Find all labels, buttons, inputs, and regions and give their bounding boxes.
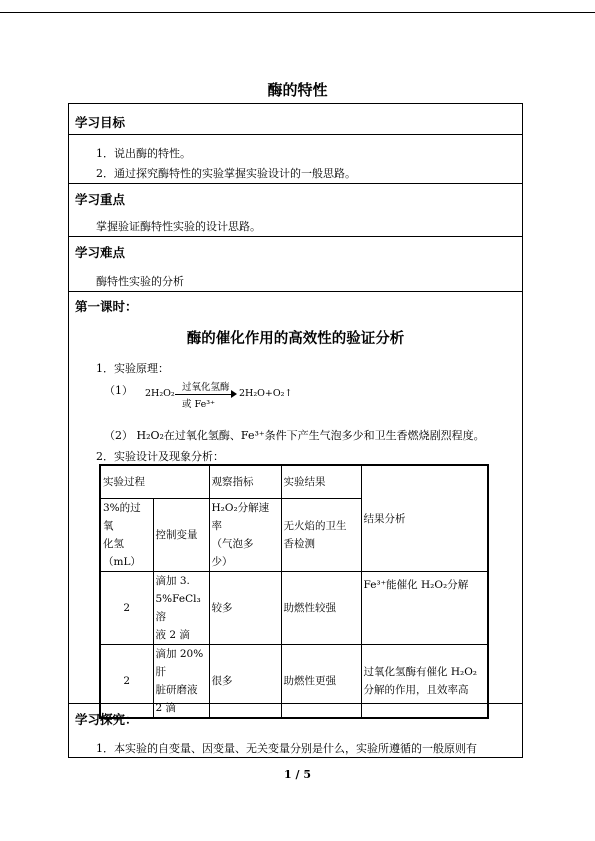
lesson-label: 第一课时： [75, 299, 138, 314]
inquiry-label: 学习探究： [75, 712, 138, 727]
cell-incense: 助燃性更强 [281, 645, 361, 719]
cell-analysis: Fe³⁺能催化 H₂O₂分解 [361, 572, 488, 645]
reaction-arrow [175, 394, 235, 395]
header-analysis: 结果分析 [361, 465, 488, 572]
header-result: 实验结果 [281, 465, 361, 499]
difficulty-text: 酶特性实验的分析 [96, 275, 184, 288]
divider [68, 183, 523, 184]
subheader-variable: 控制变量 [153, 499, 209, 572]
focus-text: 掌握验证酶特性实验的设计思路。 [96, 220, 261, 233]
page-title: 酶的特性 [267, 81, 328, 99]
goal-item: 2．通过探究酶特性的实验掌握实验设计的一般思路。 [96, 167, 356, 180]
lesson-subtitle: 酶的催化作用的高效性的验证分析 [186, 331, 405, 347]
cell-incense: 助燃性较强 [281, 572, 361, 645]
equation-right: 2H₂O+O₂↑ [239, 388, 293, 399]
header-indicator: 观察指标 [209, 465, 281, 499]
subheader-incense: 无火焰的卫生 香检测 [281, 499, 361, 572]
difficulty-label: 学习难点 [75, 245, 126, 260]
cell-variable: 滴加 20%肝 脏研磨液 2 滴 [153, 645, 209, 719]
arrow-head-icon [231, 390, 237, 398]
equation-catalyst: 过氧化氢酶 [182, 382, 230, 393]
inquiry-question: 1．本实验的自变量、因变量、无关变量分别是什么，实验所遵循的一般原则有 [96, 742, 477, 755]
table-row [100, 572, 488, 645]
cell-rate: 很多 [209, 645, 281, 719]
subheader-rate: H₂O₂分解速率 （气泡多 少） [209, 499, 281, 572]
goals-label: 学习目标 [75, 115, 126, 130]
header-process: 实验过程 [100, 465, 209, 499]
table-row [100, 645, 488, 719]
goal-item: 1．说出酶的特性。 [96, 147, 191, 160]
page-number: 1 / 5 [284, 768, 311, 781]
cell-variable: 滴加 3. 5%FeCl₃溶 液 2 滴 [153, 572, 209, 645]
equation-left: 2H₂O₂ [145, 388, 175, 399]
divider [68, 291, 523, 292]
cell-analysis: 过氧化氢酶有催化 H₂O₂ 分解的作用，且效率高 [361, 645, 488, 719]
header-rule [0, 12, 595, 13]
focus-label: 学习重点 [75, 192, 126, 207]
design-heading: 2．实验设计及现象分析： [96, 450, 224, 463]
principle-heading: 1．实验原理： [96, 362, 169, 375]
cell-volume: 2 [100, 572, 153, 645]
divider [68, 134, 523, 135]
subheader-h2o2: 3%的过氧 化氢 （mL） [100, 499, 153, 572]
equation-alt-catalyst: 或 Fe³⁺ [182, 399, 216, 410]
item1-marker: （1） [104, 384, 133, 397]
principle-item2: （2） H₂O₂在过氧化氢酶、Fe³⁺条件下产生气泡多少和卫生香燃烧剧烈程度。 [104, 429, 485, 442]
cell-rate: 较多 [209, 572, 281, 645]
experiment-table [99, 464, 489, 719]
cell-volume: 2 [100, 645, 153, 719]
divider [68, 236, 523, 237]
